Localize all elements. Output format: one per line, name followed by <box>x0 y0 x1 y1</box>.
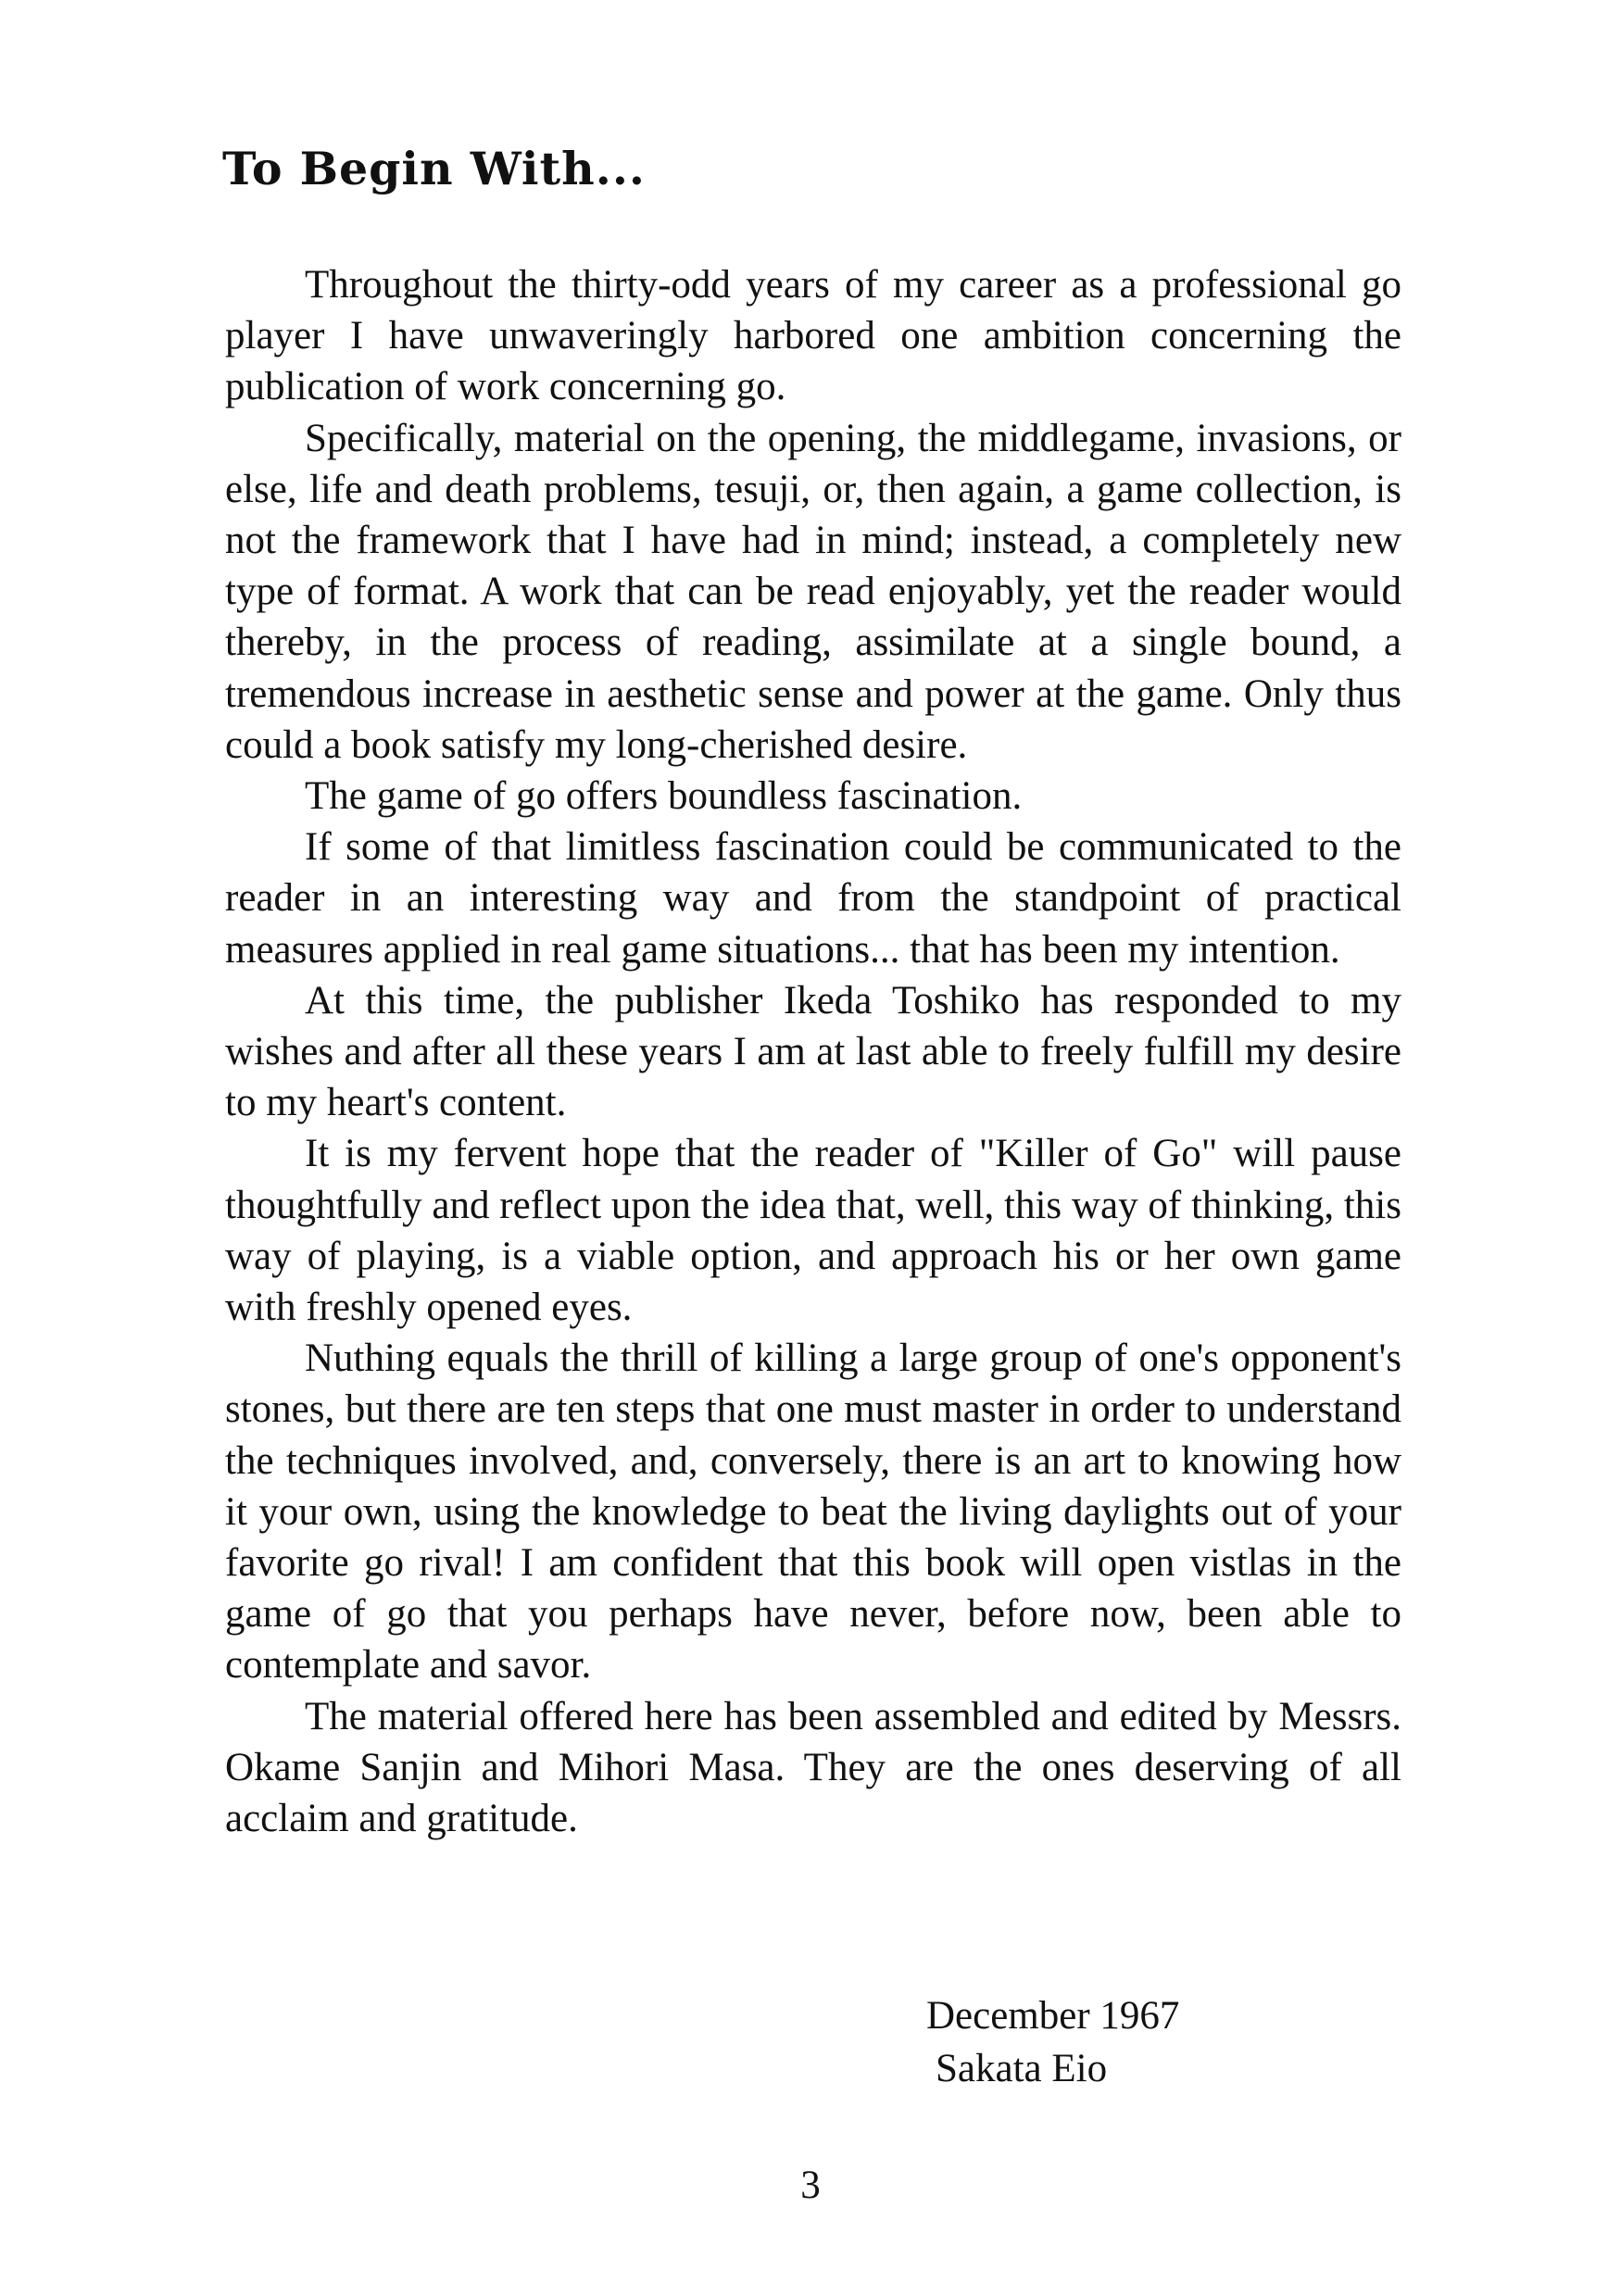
signature-name: Sakata Eio <box>936 2047 1108 2090</box>
body-text <box>225 259 1401 1844</box>
signature-block <box>926 1989 1179 2095</box>
signature-date: December 1967 <box>926 1994 1180 2038</box>
page-title: To Begin With... <box>222 142 646 195</box>
paragraph: Nuthing equals the thrill of killing a large group of one's opponent's stones, but there are ten steps that one must master in order to understand the techniques involved, and, conversely, there is an art to knowing how it your own, using the knowledge to beat the living daylights out of your favorite go rival! I am confident that this book will open vistlas in the game of go that you perhaps have never, before now, been able to contemplate and savor. <box>225 1336 1401 1687</box>
paragraph: Specifically, material on the opening, the middlegame, invasions, or else, life and death problems, tesuji, or, then again, a game collection, is not the framework that I have had in mind; instead, a completely new type of format. A work that can be read enjoyably, yet the reader would thereby, in the process of reading, assimilate at a single bound, a tremendous increase in aesthetic sense and power at the game. Only thus could a book satisfy my long-cherished desire. <box>225 416 1401 767</box>
paragraph: It is my fervent hope that the reader of "Killer of Go" will pause thoughtfully and reflect upon the idea that, well, this way of thinking, this way of playing, is a viable option, and approach his or her own game with freshly opened eyes. <box>225 1132 1401 1330</box>
paragraph: At this time, the publisher Ikeda Toshiko has responded to my wishes and after all these years I am at last able to freely fulfill my desire to my heart's content. <box>225 978 1401 1125</box>
paragraph: Throughout the thirty-odd years of my career as a professional go player I have unwaveringly harbored one ambition concerning the publication of work concerning go. <box>225 263 1401 409</box>
paragraph: The game of go offers boundless fascination. <box>305 774 1023 819</box>
page-number: 3 <box>800 2164 821 2207</box>
paragraph: If some of that limitless fascination could be communicated to the reader in an interesting way and from the standpoint of practical measures applied in real game situations... that has been my intention. <box>225 825 1401 972</box>
paragraph: The material offered here has been assembled and edited by Messrs. Okame Sanjin and Mihori Masa. They are the ones deserving of all acclaim and gratitude. <box>225 1694 1401 1841</box>
